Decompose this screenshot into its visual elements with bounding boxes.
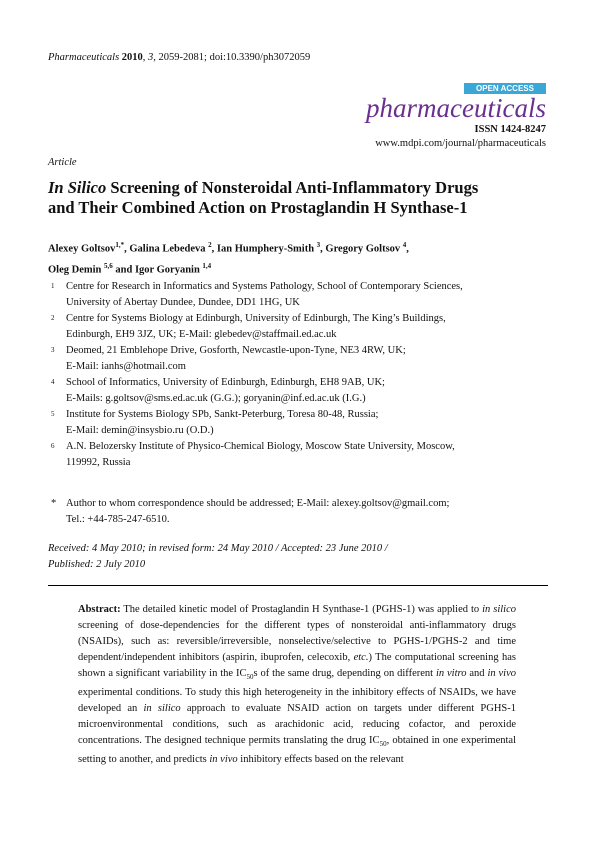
abstract-text: The detailed kinetic model of Prostaglandin H Synthase-1 (PGHS-1) was applied to (120, 604, 483, 615)
affiliation (48, 375, 548, 407)
abstract-italic: in vitro (435, 668, 467, 679)
author[interactable]: Galina Lebedeva (129, 243, 206, 255)
affiliation-number: 5 (51, 410, 55, 418)
affiliation-line: Institute for Systems Biology SPb, Sankt-Peterburg, Toresa 80-48, Russia; (66, 409, 379, 420)
citation-journal: Pharmaceuticals (48, 52, 120, 63)
dates-line: Published: 2 July 2010 (48, 559, 146, 570)
citation-volume: 3 (148, 52, 154, 63)
affiliations (48, 279, 548, 471)
article-type: Article (48, 157, 77, 168)
correspondence-line: Tel.: +44-785-247-6510. (66, 514, 170, 525)
affiliation-line: 119992, Russia (66, 457, 131, 468)
author-sup: 4 (402, 241, 407, 249)
abstract-italic: etc. (353, 652, 369, 663)
abstract-text: and (466, 668, 488, 679)
affiliation (48, 407, 548, 439)
correspondence-note (48, 496, 566, 528)
affiliation (48, 439, 548, 471)
title-italic: In Silico (48, 178, 107, 197)
open-access-badge: OPEN ACCESS (464, 83, 546, 94)
citation-rest: , 2059-2081; doi:10.3390/ph3072059 (153, 52, 311, 63)
journal-logo-text: pharmaceuticals (366, 93, 546, 123)
author-sup: 5,6 (104, 261, 113, 270)
citation-year: 2010 (121, 52, 143, 63)
author-sup: 1,4 (202, 261, 212, 270)
abstract-italic: in silico (143, 703, 181, 715)
affiliation-line: Edinburgh, EH9 3JZ, UK; E-Mail: glebedev@staffmail.ed.ac.uk (66, 329, 337, 340)
abstract-text: approach to evaluate NSAID action on targets under different PGHS-1 microenvironmental conditions, such as arachidonic acid, reducing cofactor, and peroxide concentrations. The designed technique permits translating the drug IC (78, 703, 516, 747)
affiliation (48, 279, 548, 311)
abstract-italic: in vivo (487, 668, 516, 679)
affiliation-line: E-Mail: demin@insysbio.ru (O.D.) (66, 425, 214, 436)
citation-line: Pharmaceuticals 2010, 3, 2059-2081; doi:10.3390/ph3072059 (48, 52, 311, 63)
affiliation-line: Centre for Systems Biology at Edinburgh, University of Edinburgh, The King’s Buildings, (66, 313, 446, 324)
affiliation-number: 3 (51, 346, 55, 354)
section-divider (48, 585, 548, 586)
author-sup: 2 (208, 241, 212, 249)
correspondence-line: Author to whom correspondence should be addressed; E-Mail: alexey.goltsov@gmail.com; (66, 498, 450, 509)
author[interactable]: Oleg Demin (48, 264, 102, 275)
journal-url[interactable]: www.mdpi.com/journal/pharmaceuticals (375, 138, 546, 149)
abstract-text: experimental conditions. To study this high heterogeneity in the inhibitory effects of NSAIDs, we have developed an (78, 687, 516, 715)
abstract-text: s of the same drug, depending on different (253, 668, 436, 679)
author[interactable]: Alexey Goltsov (48, 243, 116, 255)
author[interactable]: Gregory Goltsov (325, 243, 401, 255)
affiliation-number: 1 (51, 282, 55, 290)
affiliation-line: School of Informatics, University of Edinburgh, Edinburgh, EH8 9AB, UK; (66, 377, 385, 388)
issn: ISSN 1424-8247 (474, 124, 546, 135)
abstract-text: ) The computational screening has shown a significant variability in the IC (78, 652, 516, 679)
affiliation-line: Centre for Research in Informatics and Systems Pathology, School of Contemporary Sciences, (66, 281, 463, 292)
affiliation-number: 6 (51, 442, 55, 450)
affiliation-line: A.N. Belozersky Institute of Physico-Chemical Biology, Moscow State University, Moscow, (66, 441, 455, 452)
author-sup: 1,* (115, 241, 125, 249)
author[interactable]: Ian Humphery-Smith (216, 243, 315, 255)
dates-line: Received: 4 May 2010; in revised form: 24 May 2010 / Accepted: 23 June 2010 / (48, 543, 388, 554)
affiliation-line: E-Mails: g.goltsov@sms.ed.ac.uk (G.G.); goryanin@inf.ed.ac.uk (I.G.) (66, 393, 366, 404)
author[interactable]: Igor Goryanin (134, 264, 200, 275)
abstract-text: , obtained in one experimental setting to another, and predicts (78, 735, 516, 766)
affiliation-line: Deomed, 21 Emblehope Drive, Gosforth, Newcastle-upon-Tyne, NE3 4RW, UK; (66, 345, 406, 356)
affiliation-number: 4 (51, 378, 55, 386)
abstract-text: inhibitory effects based on the relevant (237, 754, 404, 766)
affiliation-number: 2 (51, 314, 55, 322)
publication-dates (48, 541, 548, 573)
correspondence-star: * (51, 498, 57, 509)
abstract-text: screening of dose-dependencies for the different types of nonsteroidal anti-inflammatory drugs (NSAIDs), such as: reversible/irreversible, nonselective/selective to PGHS-1/PGHS-2 and time dependent/independent inhibitors (aspirin, ibuprofen, celecoxib, (78, 620, 516, 663)
abstract-italic: in vivo (209, 754, 238, 766)
article-title (48, 178, 548, 218)
title-line2: and Their Combined Action on Prostaglandin H Synthase-1 (48, 198, 468, 217)
abstract (78, 602, 516, 768)
title-line1: Screening of Nonsteroidal Anti-Inflammatory Drugs (106, 178, 479, 197)
author-list: Alexey Goltsov$^{1,*}$, Galina Lebedeva $^2$, Ian Humphery-Smith $^3$, Gregory Goltsov $^4$, Oleg Demin $^{5,6}$ and Igor Goryanin $^{1,4}$ (48, 241, 409, 275)
affiliation-line: University of Abertay Dundee, Dundee, DD1 1HG, UK (66, 297, 300, 308)
affiliation (48, 343, 548, 375)
author-sup: 3 (316, 241, 321, 249)
abstract-subscript: 50 (246, 673, 254, 682)
abstract-label: Abstract: (78, 604, 121, 615)
affiliation-line: E-Mail: ianhs@hotmail.com (66, 361, 186, 372)
abstract-italic: in silico (482, 604, 516, 615)
abstract-paragraph (78, 602, 516, 768)
affiliation (48, 311, 548, 343)
abstract-subscript: 50 (379, 740, 387, 749)
